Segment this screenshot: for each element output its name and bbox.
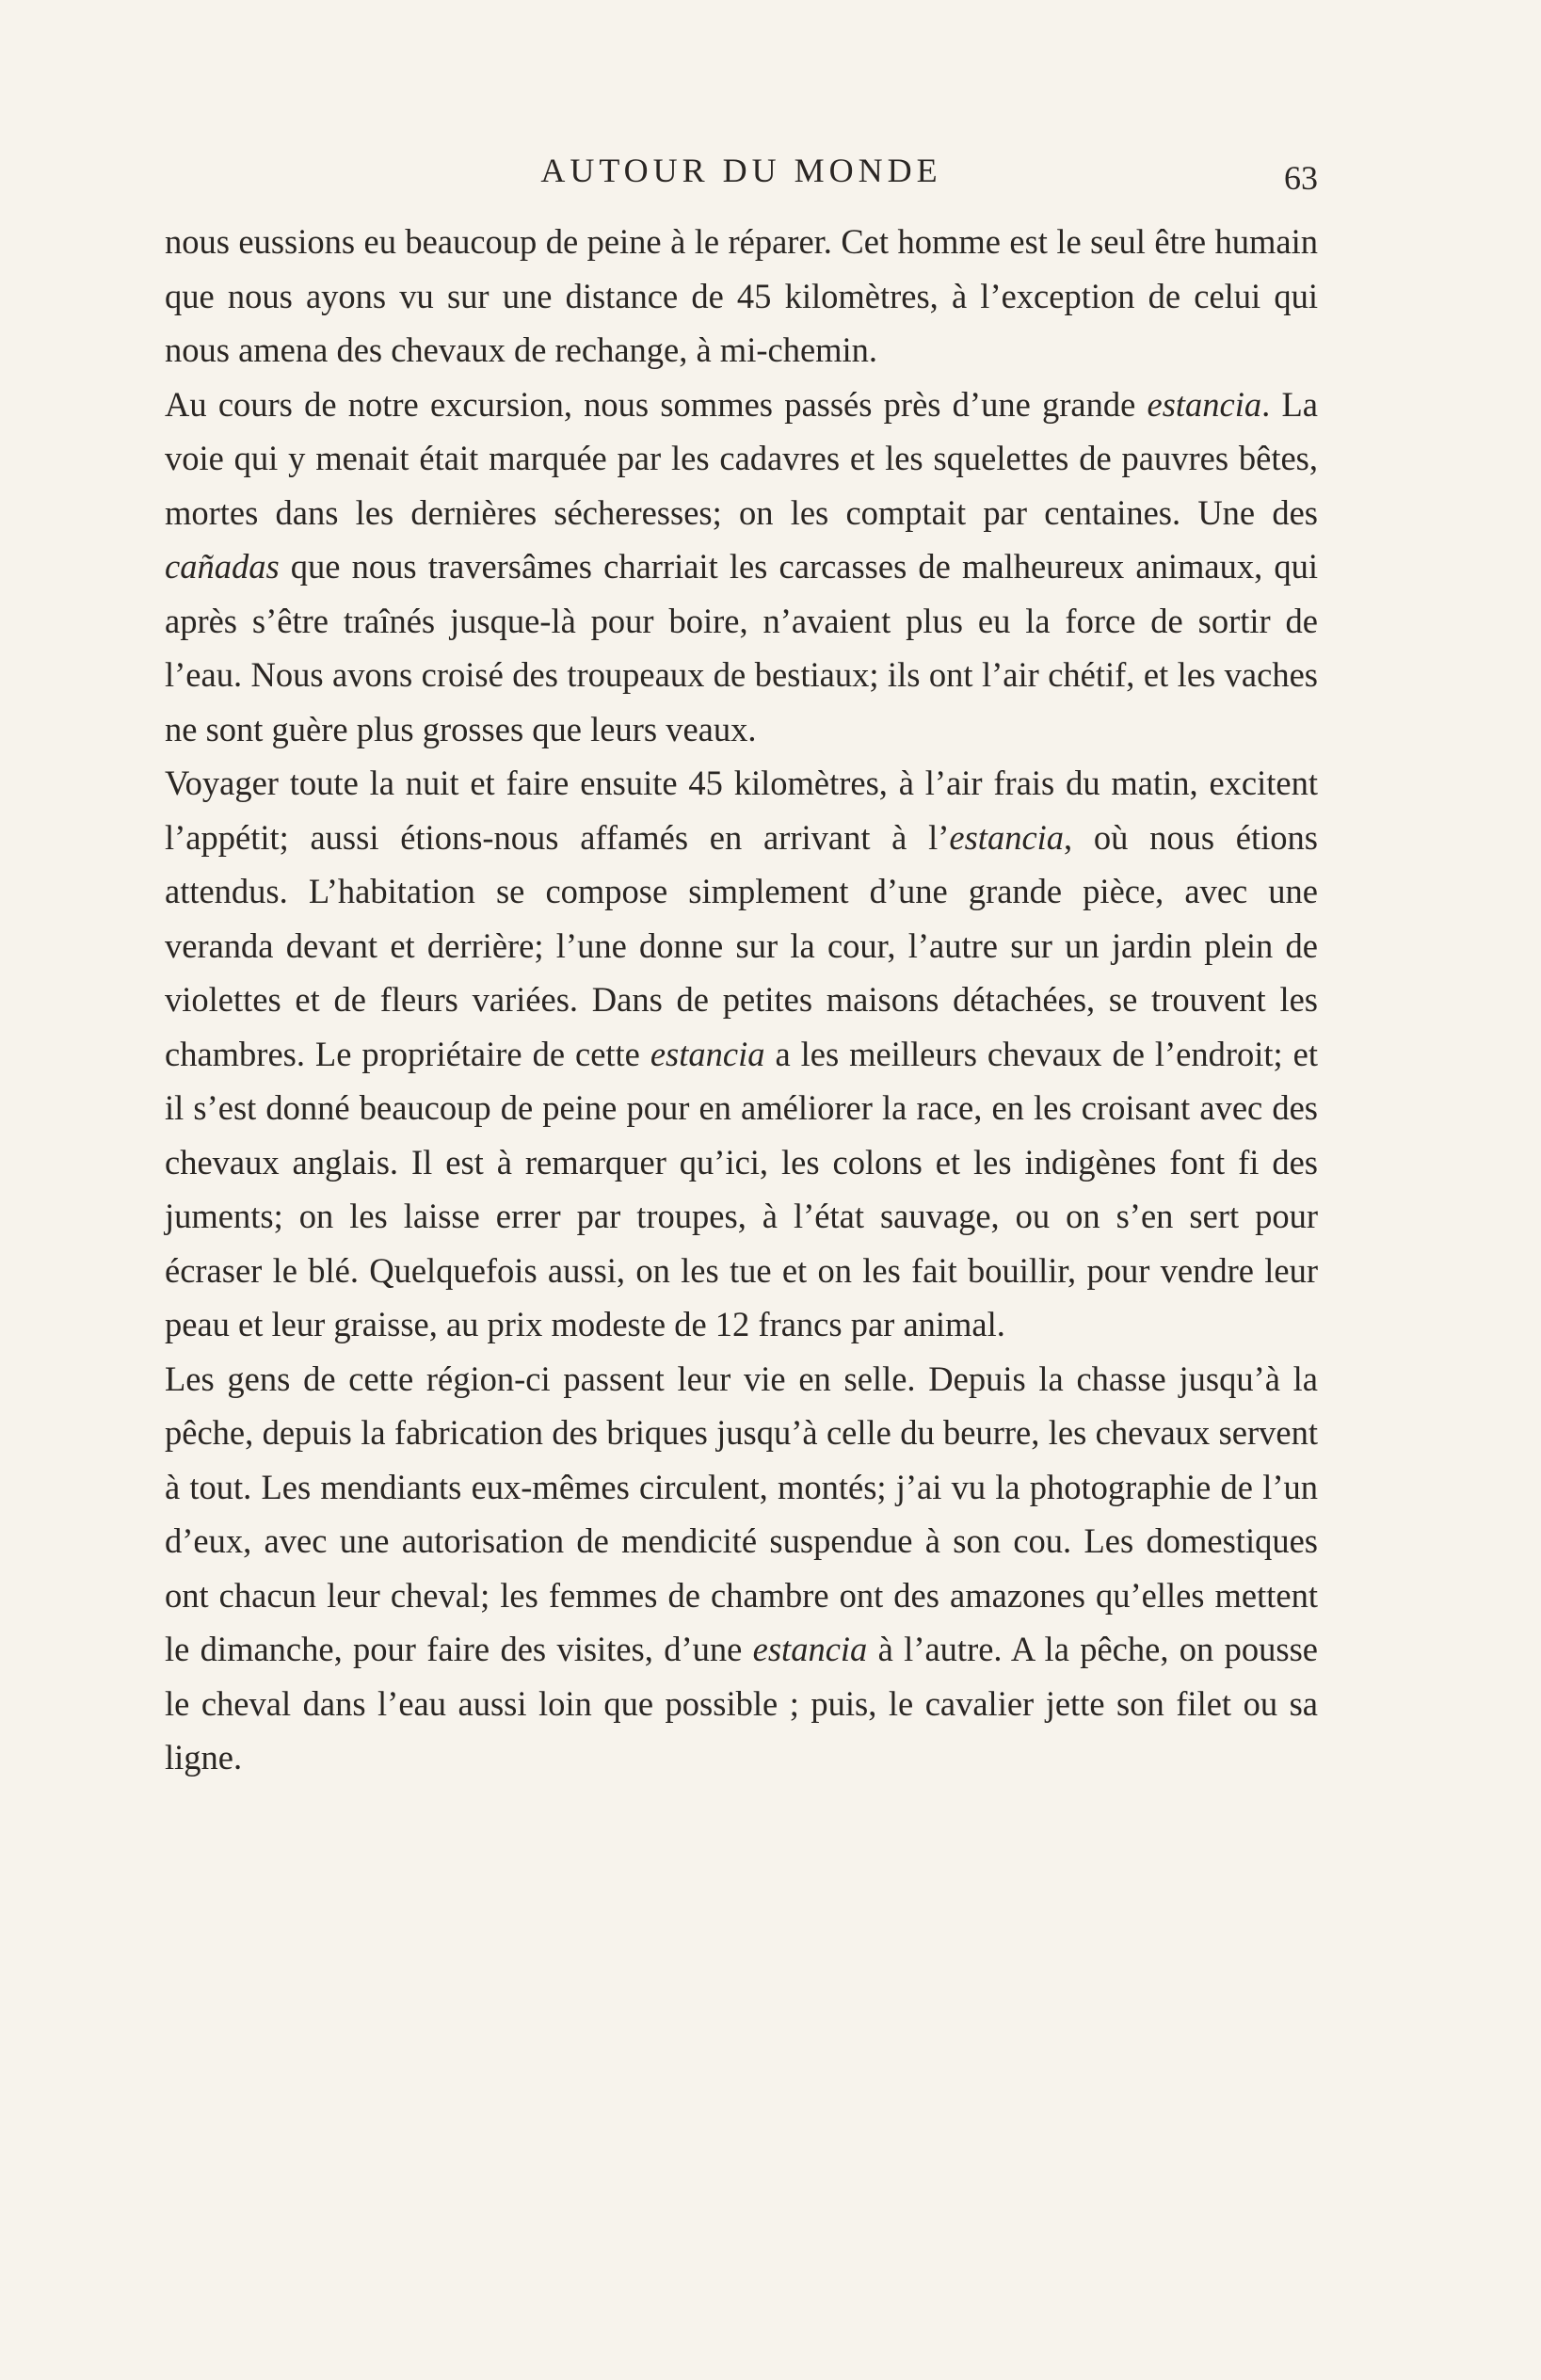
- paragraph: [165, 1352, 1318, 1785]
- text-segment: que nous traversâmes charriait les carcasses de malheureux animaux, qui après s’être traînés jusque-là pour boire, n’avaient plus eu la force de sortir de l’eau. Nous avons croisé des troupeaux de bestiaux; ils ont l’air chétif, et les vaches ne sont guère plus grosses que leurs veaux.: [165, 547, 1318, 748]
- page-number: 63: [1284, 159, 1318, 197]
- paragraph: [165, 215, 1318, 378]
- italic-term: cañadas: [165, 547, 280, 586]
- paragraph: [165, 756, 1318, 1352]
- paragraph: [165, 378, 1318, 757]
- italic-term: estancia: [752, 1630, 868, 1668]
- text-segment: Au cours de notre excursion, nous sommes passés près d’une grande: [165, 384, 1148, 424]
- text-segment: a les meilleurs chevaux de l’endroit; et il s’est donné beaucoup de peine pour en améliorer la race, en les croisant avec des chevaux anglais. Il est à remarquer qu’ici, les colons et les indigènes font fi des juments; on les laisse errer par troupes, à l’état sauvage, ou on s’en sert pour écraser le blé. Quelquefois aussi, on les tue et on les fait bouillir, pour vendre leur peau et leur graisse, au prix modeste de 12 francs par animal.: [165, 1034, 1318, 1343]
- italic-term: estancia: [1147, 384, 1262, 424]
- text-segment: Les gens de cette région-ci passent leur vie en selle. Depuis la chasse jusqu’à la pêche, depuis la fabrication des briques jusqu’à celle du beurre, les chevaux servent à tout. Les mendiants eux-mêmes circulent, montés; j’ai vu la photographie de l’un d’eux, avec une autorisation de mendicité suspendue à son cou. Les domestiques ont chacun leur cheval; les femmes de chambre ont des amazones qu’elles mettent le dimanche, pour faire des visites, d’une: [165, 1359, 1318, 1668]
- body-text: [165, 215, 1318, 1785]
- page-header: [165, 151, 1318, 198]
- italic-term: estancia: [650, 1034, 765, 1073]
- text-segment: , où nous étions attendus. L’habitation se compose simplement d’une grande pièce, avec une veranda devant et derrière; l’une donne sur la cour, l’autre sur un jardin plein de violettes et de fleurs variées. Dans de petites maisons détachées, se trouvent les chambres. Le propriétaire de cette: [165, 817, 1318, 1073]
- running-title: AUTOUR DU MONDE: [540, 152, 942, 189]
- text-segment: . La voie qui y menait était marquée par les cadavres et les squelettes de pauvres bêtes, mortes dans les dernières sécheresses; on les comptait par centaines. Une des: [165, 384, 1318, 532]
- italic-term: estancia: [949, 817, 1065, 857]
- text-segment: à l’autre. A la pêche, on pousse le cheval dans l’eau aussi loin que possible ; puis, le cavalier jette son filet ou sa ligne.: [165, 1630, 1318, 1777]
- text-segment: nous eussions eu beaucoup de peine à le réparer. Cet homme est le seul être humain que nous ayons vu sur une distance de 45 kilomètres, à l’exception de celui qui nous amena des chevaux de rechange, à mi-chemin.: [165, 222, 1318, 369]
- text-segment: Voyager toute la nuit et faire ensuite 45 kilomètres, à l’air frais du matin, excitent l’appétit; aussi étions-nous affamés en arrivant à l’: [165, 764, 1318, 857]
